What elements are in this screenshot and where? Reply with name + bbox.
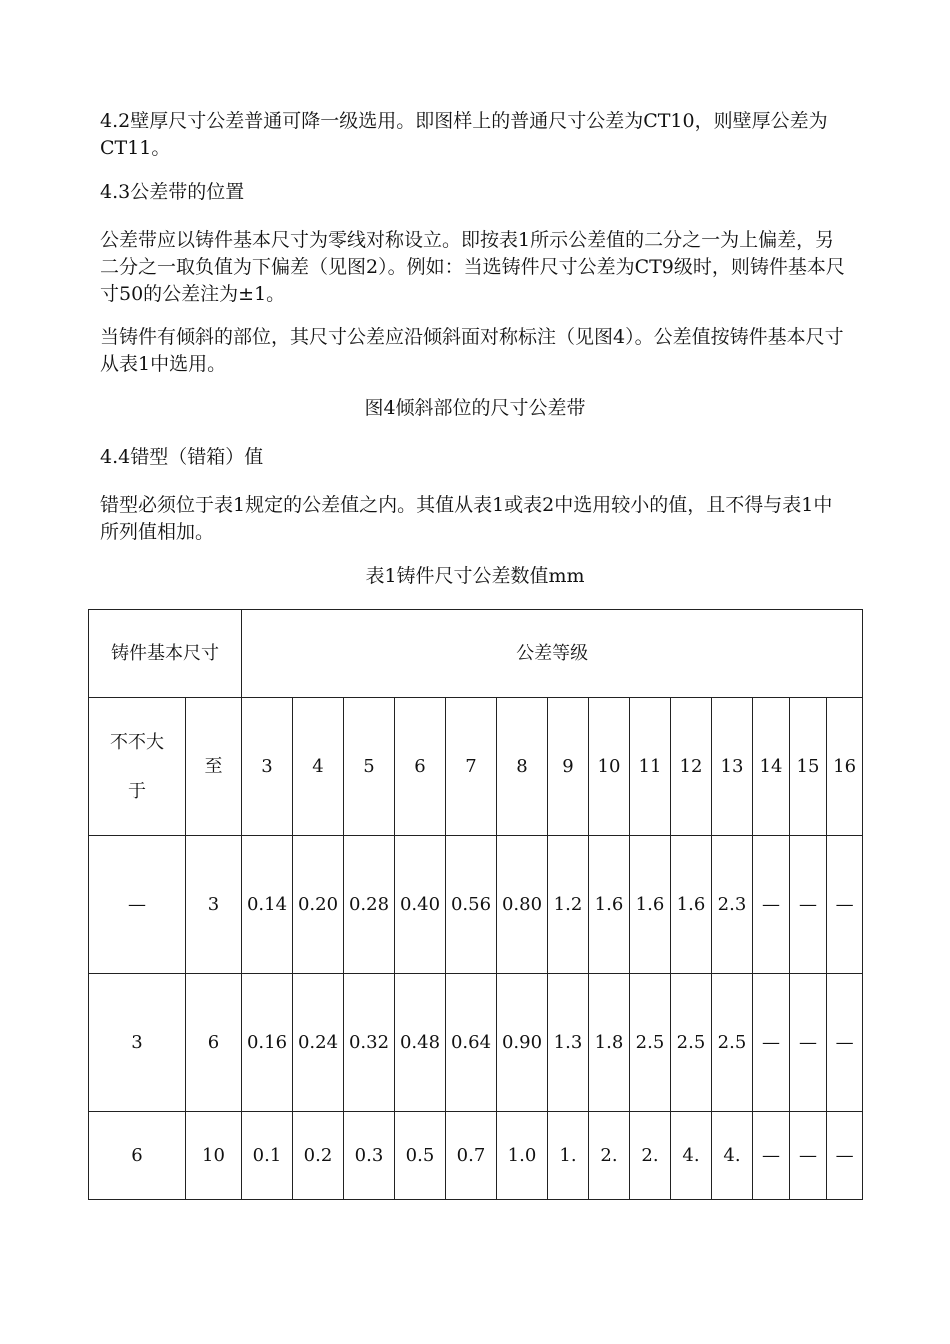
grade-header-cell: 12: [671, 698, 712, 836]
tolerance-value-cell: 0.90: [497, 974, 548, 1112]
grade-header-cell: 11: [630, 698, 671, 836]
table-row: [89, 1112, 863, 1200]
grade-header-cell: 3: [242, 698, 293, 836]
header-over: 不不大于: [89, 698, 186, 836]
figure-4-caption: 图4倾斜部位的尺寸公差带: [364, 397, 586, 419]
header-tolerance-grade: 公差等级: [242, 610, 863, 698]
tolerance-value-cell: 0.20: [293, 836, 344, 974]
table-row: [89, 836, 863, 974]
tolerance-value-cell: 4.: [671, 1112, 712, 1200]
tolerance-value-cell: 1.2: [548, 836, 589, 974]
table-1-caption: 表1铸件尺寸公差数值mm: [365, 565, 585, 587]
tolerance-value-cell: 0.48: [395, 974, 446, 1112]
tolerance-value-cell: 0.2: [293, 1112, 344, 1200]
tolerance-value-cell: 1.6: [671, 836, 712, 974]
grade-header-cell: 13: [712, 698, 753, 836]
tolerance-value-cell: —: [753, 974, 790, 1112]
tolerance-value-cell: 0.16: [242, 974, 293, 1112]
tolerance-value-cell: 0.3: [344, 1112, 395, 1200]
tolerance-table: [88, 609, 863, 1200]
tolerance-value-cell: 0.32: [344, 974, 395, 1112]
section-heading-4-4: 4.4错型（错箱）值: [100, 446, 264, 468]
grade-header-cell: 15: [790, 698, 827, 836]
tolerance-value-cell: 0.80: [497, 836, 548, 974]
size-over-cell: 3: [89, 974, 186, 1112]
tolerance-value-cell: —: [827, 836, 863, 974]
paragraph-4-4-body: 错型必须位于表1规定的公差值之内。其值从表1或表2中选用较小的值，且不得与表1中所列值相加。: [100, 494, 833, 543]
grade-header-cell: 8: [497, 698, 548, 836]
tolerance-value-cell: 1.0: [497, 1112, 548, 1200]
tolerance-value-cell: —: [827, 1112, 863, 1200]
tolerance-value-cell: —: [753, 1112, 790, 1200]
header-basic-size: 铸件基本尺寸: [89, 610, 242, 698]
header-to: 至: [186, 698, 242, 836]
tolerance-value-cell: 1.6: [589, 836, 630, 974]
grade-header-cell: 14: [753, 698, 790, 836]
size-over-cell: —: [89, 836, 186, 974]
table-header-row: [89, 610, 863, 698]
tolerance-value-cell: 0.56: [446, 836, 497, 974]
paragraph-4-2: 4.2壁厚尺寸公差普通可降一级选用。即图样上的普通尺寸公差为CT10，则壁厚公差为CT11。: [100, 110, 828, 159]
tolerance-value-cell: 2.: [589, 1112, 630, 1200]
grade-header-cell: 10: [589, 698, 630, 836]
tolerance-value-cell: 0.28: [344, 836, 395, 974]
table-subheader-row: [89, 698, 863, 836]
tolerance-value-cell: 0.24: [293, 974, 344, 1112]
tolerance-value-cell: 2.5: [671, 974, 712, 1112]
grade-header-cell: 7: [446, 698, 497, 836]
section-heading-4-3: 4.3公差带的位置: [100, 181, 245, 203]
tolerance-value-cell: 4.: [712, 1112, 753, 1200]
paragraph-4-3-body: 公差带应以铸件基本尺寸为零线对称设立。即按表1所示公差值的二分之一为上偏差，另二分之一取负值为下偏差（见图2）。例如：当选铸件尺寸公差为CT9级时，则铸件基本尺寸50的公差注为±1。: [100, 229, 845, 305]
tolerance-value-cell: 1.8: [589, 974, 630, 1112]
table-row: [89, 974, 863, 1112]
tolerance-value-cell: —: [790, 974, 827, 1112]
grade-header-cell: 5: [344, 698, 395, 836]
grade-header-cell: 9: [548, 698, 589, 836]
size-to-cell: 3: [186, 836, 242, 974]
grade-header-cell: 4: [293, 698, 344, 836]
tolerance-value-cell: 1.: [548, 1112, 589, 1200]
tolerance-value-cell: 0.7: [446, 1112, 497, 1200]
size-to-cell: 10: [186, 1112, 242, 1200]
tolerance-value-cell: 2.3: [712, 836, 753, 974]
tolerance-value-cell: 0.64: [446, 974, 497, 1112]
size-over-cell: 6: [89, 1112, 186, 1200]
tolerance-value-cell: 2.: [630, 1112, 671, 1200]
tolerance-value-cell: —: [753, 836, 790, 974]
tolerance-value-cell: —: [827, 974, 863, 1112]
tolerance-value-cell: 0.1: [242, 1112, 293, 1200]
tolerance-value-cell: 0.5: [395, 1112, 446, 1200]
tolerance-value-cell: 0.40: [395, 836, 446, 974]
paragraph-incline: 当铸件有倾斜的部位，其尺寸公差应沿倾斜面对称标注（见图4）。公差值按铸件基本尺寸从表1中选用。: [100, 326, 844, 375]
tolerance-value-cell: 2.5: [630, 974, 671, 1112]
tolerance-value-cell: 1.3: [548, 974, 589, 1112]
tolerance-value-cell: 1.6: [630, 836, 671, 974]
grade-header-cell: 6: [395, 698, 446, 836]
tolerance-value-cell: 2.5: [712, 974, 753, 1112]
tolerance-value-cell: —: [790, 1112, 827, 1200]
tolerance-value-cell: 0.14: [242, 836, 293, 974]
size-to-cell: 6: [186, 974, 242, 1112]
tolerance-value-cell: —: [790, 836, 827, 974]
grade-header-cell: 16: [827, 698, 863, 836]
